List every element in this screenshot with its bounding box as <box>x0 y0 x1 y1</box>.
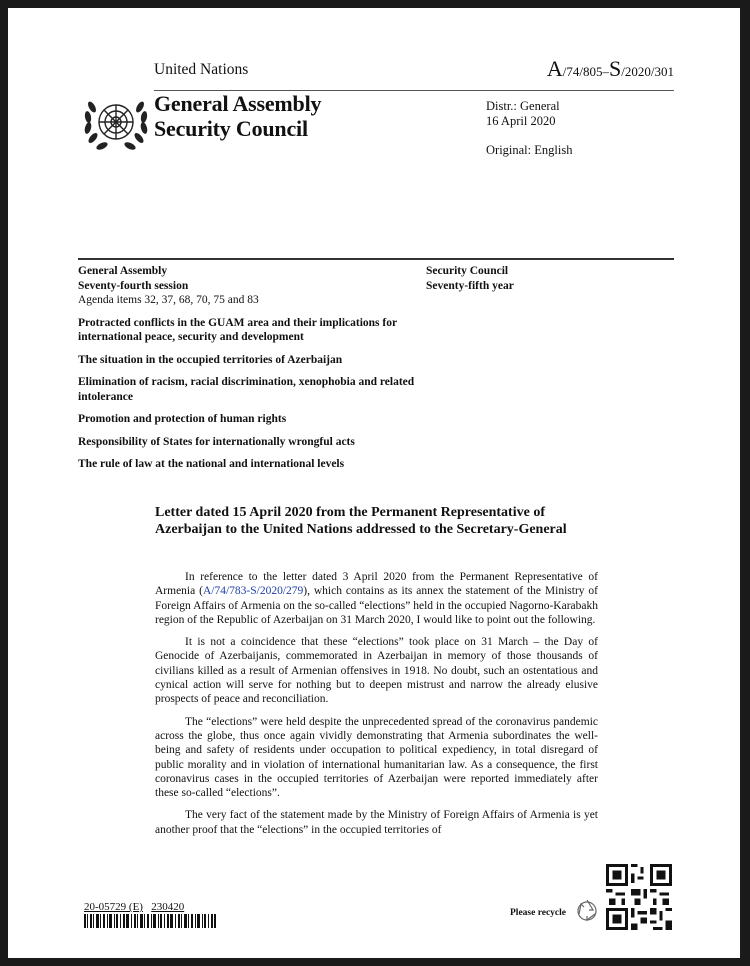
paragraph-1-end: ), which contains as its annex the statement of the Ministry of Foreign Affairs of Armenia on the so-called “elections” held in the occupied Nagorno-Karabakh region of the Republic of Azerbaijan on 31 March 2020, I would like to point out the following. <box>155 585 598 626</box>
distribution: Distr.: General <box>486 99 560 113</box>
agenda-item: The situation in the occupied territories of Azerbaijan <box>78 353 343 366</box>
document-reference-link[interactable]: A/74/783-S/2020/279 <box>202 585 304 598</box>
sc-heading: Security Council <box>426 265 509 277</box>
paragraph-4: The very fact of the statement made by the Ministry of Foreign Affairs of Armenia is yet another proof that the “elections” in the occupied territories of <box>155 809 598 836</box>
document-page <box>8 8 740 958</box>
qr-code-icon <box>606 864 672 930</box>
symbol-s: S <box>609 56 622 81</box>
agenda-item: Elimination of racism, racial discrimination, xenophobia and related intolerance <box>78 376 415 403</box>
ga-session: Seventy-fourth session <box>78 279 189 292</box>
paragraph-3: The “elections” were held despite the unprecedented spread of the coronavirus pandemic across the globe, thus once again vividly demonstrating that Armenia subordinates the well-being and safety of residents under occupation to political expediency, in total disregard of public morality and in violation of international humanitarian law. As a consequence, the first coronavirus cases in the occupied territories of Azerbaijan were reported immediately after these so-called “elections”. <box>155 715 598 800</box>
job-date: 230420 <box>151 901 185 913</box>
letter-body <box>155 570 598 845</box>
ga-agenda: Agenda items 32, 37, 68, 70, 75 and 83 <box>78 294 259 306</box>
organ-title <box>154 91 321 141</box>
agenda-item: Protracted conflicts in the GUAM area and their implications for international peace, security and development <box>78 316 397 343</box>
paragraph-2: It is not a coincidence that these “elections” took place on 31 March – the Day of Genocide of Azerbaijanis, commemorated in Azerbaijan in memory of those thousands of civilians killed as a result of Armenian offensives in 1918. No doubt, such an ostentatious and cynical action will serve for nothing but to deepen mistrust and narrow the already elusive prospects of peace and reconciliation. <box>155 636 598 706</box>
symbol-a: A <box>546 56 563 81</box>
recycle-note: Please recycle <box>510 908 566 918</box>
organ-title-line2: Security Council <box>154 116 308 141</box>
job-number <box>84 901 184 913</box>
symbol-s-rest: /2020/301 <box>621 64 674 79</box>
distribution-block <box>486 99 572 158</box>
agenda-item: Responsibility of States for internationally wrongful acts <box>78 435 355 448</box>
agenda-item: Promotion and protection of human rights <box>78 413 287 425</box>
letter-title: Letter dated 15 April 2020 from the Permanent Representative of Azerbaijan to the United Nations addressed to the Secretary-General <box>155 505 567 537</box>
section-divider <box>78 258 674 260</box>
job-code: 20-05729 (E) <box>84 901 143 913</box>
paragraph-1-start: In reference to the letter dated 3 April 2020 from the Permanent Representative of Armenia ( <box>155 571 598 598</box>
organization-name: United Nations <box>154 61 249 78</box>
original-language: Original: English <box>486 143 573 157</box>
sc-year: Seventy-fifth year <box>426 279 514 292</box>
issue-date: 16 April 2020 <box>486 114 556 128</box>
agenda-item: The rule of law at the national and international levels <box>78 458 345 470</box>
general-assembly-column <box>78 264 423 472</box>
organ-title-line1: General Assembly <box>154 91 322 116</box>
document-symbol <box>547 56 674 82</box>
security-council-column <box>426 264 676 293</box>
un-emblem-icon <box>80 91 152 157</box>
ga-heading: General Assembly <box>78 265 168 277</box>
recycle-icon <box>574 897 600 923</box>
barcode-icon <box>84 914 216 928</box>
paragraph-1 <box>155 570 598 627</box>
symbol-a-rest: /74/805– <box>562 64 610 79</box>
